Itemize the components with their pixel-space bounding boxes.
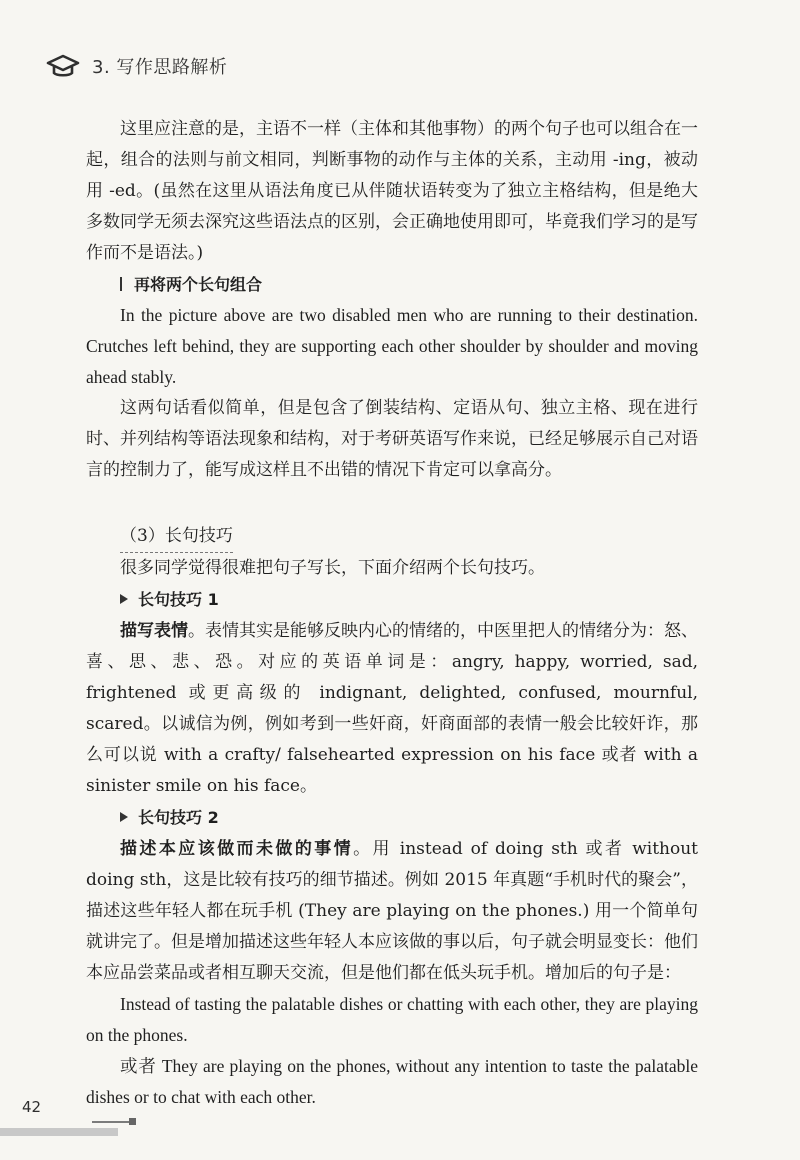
tip-2-paragraph <box>86 834 698 989</box>
footer-decoration-bar <box>0 1128 118 1136</box>
heading-bar <box>120 277 122 291</box>
combine-heading <box>86 270 698 300</box>
tip-2-body: 。用 instead of doing sth 或者 without doing sth，这是比较有技巧的细节描述。例如 2015 年真题“手机时代的聚会”，描述这些年轻人都在玩手机 (They are playing on the phones.) 用一个简单句就讲完了。但是增加描述这些年轻人本应该做的事以后，句子就会明显变长：他们本应品尝菜品或者相互聊天交流，但是他们都在低头玩手机。增加后的句子是： <box>86 839 698 983</box>
page-number: 42 <box>22 1098 42 1116</box>
tip-1-body: 。表情其实是能够反映内心的情绪的，中医里把人的情绪分为：怒、喜、思、悲、恐。对应的英语单词是：angry, happy, worried, sad, frightened 或更高级的 indignant, delighted, confused, mournful, scared。以诚信为例，例如考到一些奸商，奸商面部的表情一般会比较奸诈，那么可以说 with a crafty/ falsehearted expression on his face 或者 with a sinister smile on his face。 <box>86 621 698 796</box>
tip-2-lead: 描述本应该做而未做的事情 <box>120 839 354 859</box>
tip-1-heading-text: 长句技巧 1 <box>138 590 219 609</box>
tip-2-example-2: 或者 They are playing on the phones, without any intention to taste the palatable dishes or to chat with each other. <box>86 1056 698 1107</box>
section-title: 3. 写作思路解析 <box>92 57 228 78</box>
page-content <box>86 114 698 1113</box>
tip-2-heading <box>86 802 698 834</box>
tip-2-heading-text: 长句技巧 2 <box>138 808 219 827</box>
page-header <box>46 51 227 81</box>
tip-2-example-1: Instead of tasting the palatable dishes or chatting with each other, they are playing on the phones. <box>86 994 698 1045</box>
long-sentence-tips-heading <box>86 522 698 553</box>
graduation-cap-icon <box>46 52 80 80</box>
english-combined-sentence: In the picture above are two disabled men who are running to their destination. Crutches left behind, they are supporting each other shoulder by shoulder and moving ahead stably. <box>86 305 698 387</box>
tip-1-heading <box>86 584 698 616</box>
tip-1-paragraph <box>86 616 698 802</box>
combine-heading-text: 再将两个长句组合 <box>134 275 263 294</box>
triangle-bullet-icon <box>120 594 128 604</box>
footer-decoration-line <box>92 1121 130 1123</box>
tip-1-lead: 描写表情 <box>120 621 188 641</box>
footer-decoration-square <box>129 1118 136 1125</box>
tips-intro: 很多同学觉得很难把句子写长，下面介绍两个长句技巧。 <box>120 558 545 578</box>
triangle-bullet-icon <box>120 812 128 822</box>
intro-paragraph: 这里应注意的是，主语不一样（主体和其他事物）的两个句子也可以组合在一起，组合的法则与前文相同，判断事物的动作与主体的关系，主动用 -ing，被动用 -ed。(虽然在这里从语法角度已从伴随状语转变为了独立主格结构，但是绝大多数同学无须去深究这些语法点的区别，会正确地使用即可，毕竟我们学习的是写作而不是语法。) <box>86 119 698 263</box>
long-sentence-tips-heading-text: （3）长句技巧 <box>120 522 233 553</box>
analysis-paragraph: 这两句话看似简单，但是包含了倒装结构、定语从句、独立主格、现在进行时、并列结构等语法现象和结构，对于考研英语写作来说，已经足够展示自己对语言的控制力了，能写成这样且不出错的情况下肯定可以拿高分。 <box>86 398 698 480</box>
